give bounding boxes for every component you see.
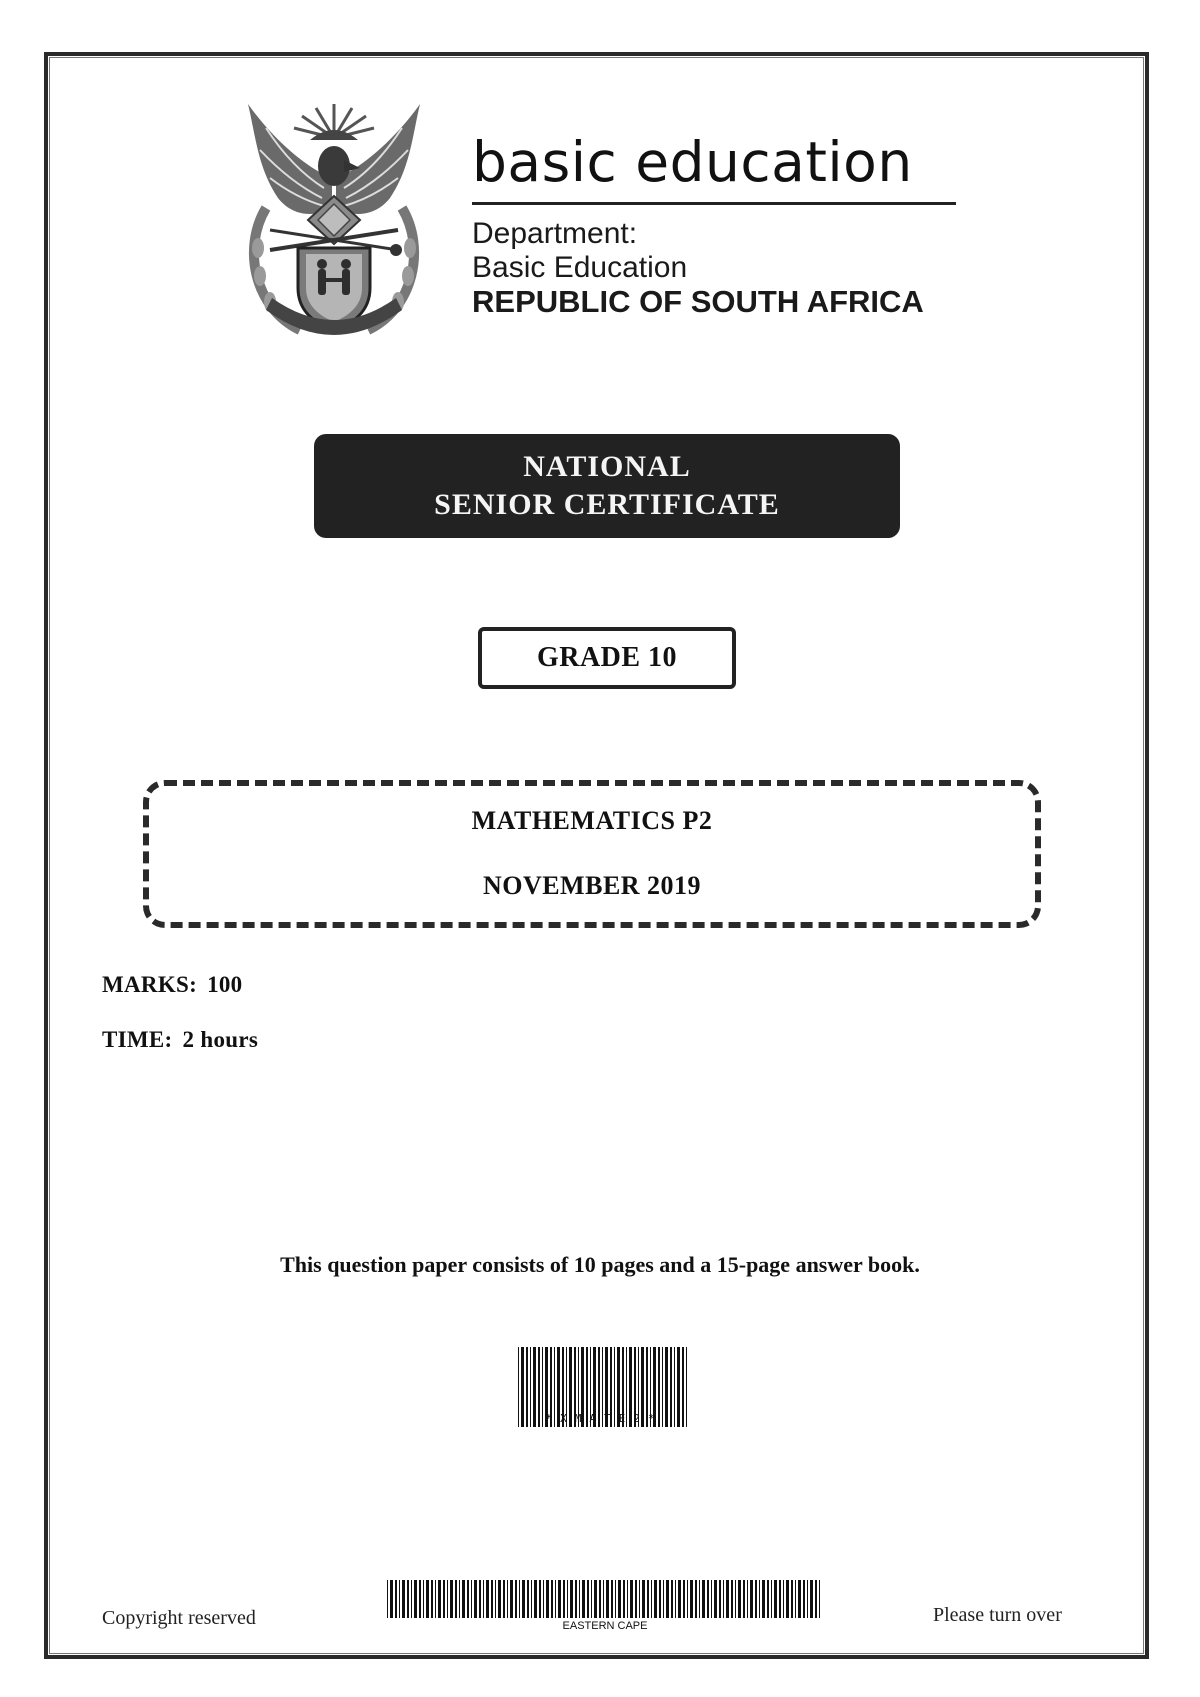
subject-name: MATHEMATICS P2 bbox=[471, 806, 713, 835]
barcode-bar bbox=[599, 1580, 601, 1618]
barcode-bar bbox=[627, 1580, 628, 1618]
exam-session: NOVEMBER 2019 bbox=[482, 871, 702, 900]
barcode-bar bbox=[807, 1580, 808, 1618]
barcode-bar bbox=[719, 1580, 721, 1618]
barcode-bar bbox=[522, 1580, 525, 1618]
barcode-bar bbox=[587, 1580, 589, 1618]
barcode-bar bbox=[726, 1580, 729, 1618]
barcode-bar bbox=[731, 1580, 733, 1618]
barcode-bar bbox=[738, 1580, 741, 1618]
marks-value: 100 bbox=[207, 972, 243, 997]
barcode-bar bbox=[438, 1580, 441, 1618]
barcode-bar bbox=[786, 1580, 789, 1618]
coat-of-arms-logo bbox=[236, 98, 432, 348]
turn-over-note: Please turn over bbox=[933, 1604, 1062, 1626]
barcode-bar bbox=[447, 1580, 448, 1618]
barcode-bar bbox=[467, 1580, 469, 1618]
barcode-bar bbox=[635, 1580, 637, 1618]
barcode-bar bbox=[663, 1580, 664, 1618]
barcode-bar bbox=[615, 1580, 616, 1618]
subject-box bbox=[143, 780, 1041, 928]
barcode-bar bbox=[747, 1580, 748, 1618]
certificate-banner bbox=[314, 434, 900, 538]
barcode-bar bbox=[387, 1580, 388, 1618]
barcode-footer bbox=[387, 1580, 823, 1618]
barcode-bar bbox=[474, 1580, 477, 1618]
barcode-bar bbox=[762, 1580, 765, 1618]
barcode-bar bbox=[546, 1580, 549, 1618]
barcode-bar bbox=[503, 1580, 505, 1618]
barcode-bar bbox=[606, 1580, 609, 1618]
barcode-bar bbox=[630, 1580, 633, 1618]
barcode-bar bbox=[666, 1580, 669, 1618]
barcode-bar bbox=[543, 1580, 544, 1618]
barcode-main-text: *XMATE2* bbox=[545, 1412, 663, 1425]
barcode-bar bbox=[498, 1580, 501, 1618]
barcode-bar bbox=[539, 1580, 541, 1618]
barcode-bar bbox=[395, 1580, 397, 1618]
barcode-bar bbox=[702, 1580, 705, 1618]
barcode-bar bbox=[527, 1580, 529, 1618]
certificate-line-2: SENIOR CERTIFICATE bbox=[434, 488, 780, 521]
barcode-bar bbox=[491, 1580, 493, 1618]
barcode-bar bbox=[690, 1580, 693, 1618]
barcode-bar bbox=[803, 1580, 805, 1618]
barcode-bar bbox=[743, 1580, 745, 1618]
barcode-bar bbox=[795, 1580, 796, 1618]
time-label: TIME: bbox=[102, 1027, 173, 1052]
barcode-bar bbox=[750, 1580, 753, 1618]
barcode-bar bbox=[479, 1580, 481, 1618]
barcode-footer-label: EASTERN CAPE bbox=[562, 1620, 648, 1632]
barcode-bar bbox=[678, 1580, 681, 1618]
barcode-bar bbox=[683, 1580, 685, 1618]
barcode-bar bbox=[671, 1580, 673, 1618]
barcode-bar bbox=[695, 1580, 697, 1618]
barcode-bar bbox=[579, 1580, 580, 1618]
barcode-bar bbox=[582, 1580, 585, 1618]
barcode-bar bbox=[647, 1580, 649, 1618]
grade-label: GRADE 10 bbox=[536, 642, 678, 673]
barcode-bar bbox=[699, 1580, 700, 1618]
barcode-bar bbox=[791, 1580, 793, 1618]
certificate-line-1: NATIONAL bbox=[523, 450, 691, 483]
barcode-bar bbox=[462, 1580, 465, 1618]
barcode-bar bbox=[510, 1580, 513, 1618]
barcode-bar bbox=[767, 1580, 769, 1618]
barcode-bar bbox=[459, 1580, 460, 1618]
barcode-bar bbox=[774, 1580, 777, 1618]
marks-label: MARKS: bbox=[102, 972, 198, 997]
barcode-bar bbox=[687, 1580, 688, 1618]
barcode-bar bbox=[819, 1580, 820, 1618]
barcode-bar bbox=[551, 1580, 553, 1618]
barcode-bar bbox=[411, 1580, 412, 1618]
barcode-bar bbox=[623, 1580, 625, 1618]
barcode-bar bbox=[759, 1580, 760, 1618]
grade-box bbox=[478, 627, 736, 689]
barcode-bar bbox=[575, 1580, 577, 1618]
barcode-bar bbox=[443, 1580, 445, 1618]
barcode-bar bbox=[515, 1580, 517, 1618]
barcode-bar bbox=[534, 1580, 537, 1618]
barcode-bar bbox=[555, 1580, 556, 1618]
barcode-bar bbox=[779, 1580, 781, 1618]
barcode-bar bbox=[659, 1580, 661, 1618]
barcode-bar bbox=[390, 1580, 393, 1618]
barcode-bar bbox=[519, 1580, 520, 1618]
barcode-bar bbox=[407, 1580, 409, 1618]
barcode-bar bbox=[618, 1580, 621, 1618]
country-name: REPUBLIC OF SOUTH AFRICA bbox=[472, 284, 924, 319]
barcode-bar bbox=[711, 1580, 712, 1618]
time-row bbox=[102, 1027, 258, 1053]
barcode-bar bbox=[675, 1580, 676, 1618]
barcode-bar bbox=[567, 1580, 568, 1618]
barcode-bar bbox=[771, 1580, 772, 1618]
barcode-bar bbox=[455, 1580, 457, 1618]
time-value: 2 hours bbox=[182, 1027, 259, 1052]
barcode-bar bbox=[783, 1580, 784, 1618]
barcode-bar bbox=[431, 1580, 433, 1618]
copyright-note: Copyright reserved bbox=[102, 1607, 256, 1629]
barcode-bar bbox=[450, 1580, 453, 1618]
barcode-bar bbox=[611, 1580, 613, 1618]
marks-row bbox=[102, 972, 242, 998]
barcode-bar bbox=[651, 1580, 652, 1618]
barcode-bar bbox=[486, 1580, 489, 1618]
barcode-bar bbox=[419, 1580, 421, 1618]
barcode-bar bbox=[435, 1580, 436, 1618]
barcode-bar bbox=[495, 1580, 496, 1618]
brand-title: basic education bbox=[472, 135, 956, 205]
department-label: Department: bbox=[472, 217, 638, 250]
barcode-bar bbox=[810, 1580, 813, 1618]
barcode-bar bbox=[723, 1580, 724, 1618]
barcode-bar bbox=[426, 1580, 429, 1618]
barcode-bar bbox=[423, 1580, 424, 1618]
barcode-bar bbox=[570, 1580, 573, 1618]
department-name: Basic Education bbox=[472, 251, 688, 284]
barcode-bar bbox=[642, 1580, 645, 1618]
barcode-bar bbox=[399, 1580, 400, 1618]
barcode-bar bbox=[603, 1580, 604, 1618]
barcode-bar bbox=[639, 1580, 640, 1618]
barcode-bar bbox=[402, 1580, 405, 1618]
barcode-bar bbox=[815, 1580, 817, 1618]
barcode-bar bbox=[483, 1580, 484, 1618]
barcode-bar bbox=[594, 1580, 597, 1618]
barcode-bar bbox=[507, 1580, 508, 1618]
barcode-bar bbox=[714, 1580, 717, 1618]
barcode-bar bbox=[755, 1580, 757, 1618]
barcode-bar bbox=[471, 1580, 472, 1618]
barcode-bar bbox=[414, 1580, 417, 1618]
barcode-bar bbox=[563, 1580, 565, 1618]
paper-consists-note: This question paper consists of 10 pages and a 15-page answer book. bbox=[280, 1252, 920, 1277]
barcode-bar bbox=[558, 1580, 561, 1618]
barcode-bar bbox=[531, 1580, 532, 1618]
barcode-bar bbox=[707, 1580, 709, 1618]
barcode-bar bbox=[591, 1580, 592, 1618]
barcode-bar bbox=[735, 1580, 736, 1618]
brand-block bbox=[472, 130, 956, 319]
barcode-bar bbox=[654, 1580, 657, 1618]
barcode-bar bbox=[798, 1580, 801, 1618]
